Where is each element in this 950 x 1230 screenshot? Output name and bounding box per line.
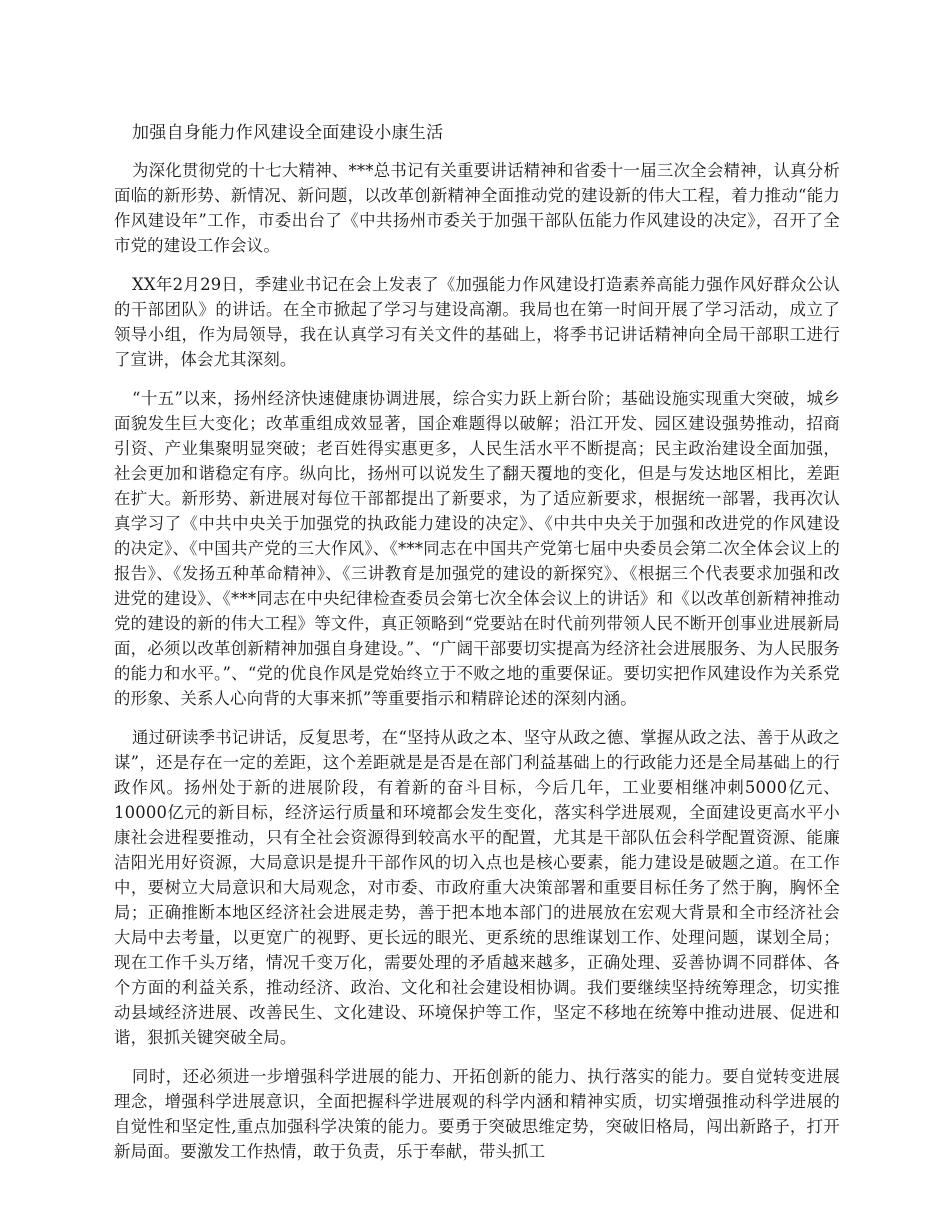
paragraph-4: 通过研读季书记讲话，反复思考，在“坚持从政之本、坚守从政之德、掌握从政之法、善于从政之谋”，还是存在一定的差距，这个差距就是是否是在部门利益基础上的行政能力还是全局基础上的行政作风。扬州处于新的进展阶段，有着新的奋斗目标，今后几年，工业要相继冲刺5000亿元、10000亿元的新目标，经济运行质量和环境都会发生变化，落实科学进展观，全面建设更高水平小康社会进程要推动，只有全社会资源得到较高水平的配置，尤其是干部队伍会科学配置资源、能廉洁阳光用好资源，大局意识是提升干部作风的切入点也是核心要素，能力建设是破题之道。在工作中，要树立大局意识和大局观念，对市委、市政府重大决策部署和重要目标任务了然于胸，胸怀全局；正确推断本地区经济社会进展走势，善于把本地本部门的进展放在宏观大背景和全市经济社会大局中去考量，以更宽广的视野、更长远的眼光、更系统的思维谋划工作、处理问题，谋划全局；现在工作千头万绪，情况千变万化，需要处理的矛盾越来越多，正确处理、妥善协调不同群体、各个方面的利益关系，推动经济、政治、文化和社会建设相协调。我们要继续坚持统筹理念，切实推动县域经济进展、改善民生、文化建设、环境保护等工作，坚定不移地在统筹中推动进展、促进和谐，狠抓关键突破全局。 (114, 728, 840, 1047)
paragraph-2: XX年2月29日，季建业书记在会上发表了《加强能力作风建设打造素养高能力强作风好群众公认的干部团队》的讲话。在全市掀起了学习与建设高潮。我局也在第一时间开展了学习活动，成立了领导小组，作为局领导，我在认真学习有关文件的基础上，将季书记讲话精神向全局干部职工进行了宣讲，体会尤其深刻。 (114, 275, 840, 369)
paragraph-5: 同时，还必须进一步增强科学进展的能力、开拓创新的能力、执行落实的能力。要自觉转变进展理念，增强科学进展意识，全面把握科学进展观的科学内涵和精神实质，切实增强推动科学进展的自觉性和坚定性,重点加强科学决策的能力。要勇于突破思维定势，突破旧格局，闯出新路子，打开新局面。要激发工作热情，敢于负责，乐于奉献，带头抓工 (114, 1067, 840, 1161)
document-title: 加强自身能力作风建设全面建设小康生活 (132, 123, 444, 143)
paragraph-3: “十五”以来，扬州经济快速健康协调进展，综合实力跃上新台阶；基础设施实现重大突破，城乡面貌发生巨大变化；改革重组成效显著，国企难题得以破解；沿江开发、园区建设强势推动，招商引资、产业集聚明显突破；老百姓得实惠更多，人民生活水平不断提高；民主政治建设全面加强，社会更加和谐稳定有序。纵向比，扬州可以说发生了翻天覆地的变化，但是与发达地区相比，差距在扩大。新形势、新进展对每位干部都提出了新要求，为了适应新要求，根据统一部署，我再次认真学习了《中共中央关于加强党的执政能力建设的决定》、《中共中央关于加强和改进党的作风建设的决定》、《中国共产党的三大作风》、《***同志在中国共产党第七届中央委员会第二次全体会议上的报告》、《发扬五种革命精神》、《三讲教育是加强党的建设的新探究》、《根据三个代表要求加强和改进党的建设》、《***同志在中央纪律检查委员会第七次全体会议上的讲话》和《以改革创新精神推动党的建设的新的伟大工程》等文件，真正领略到“党要站在时代前列带领人民不断开创事业进展新局面，必须以改革创新精神加强自身建设。”、“广阔干部要切实提高为经济社会进展服务、为人民服务的能力和水平。”、“党的优良作风是党始终立于不败之地的重要保证。要切实把作风建设作为关系党的形象、关系人心向背的大事来抓”等重要指示和精辟论述的深刻内涵。 (114, 389, 840, 708)
document-body (114, 120, 840, 1178)
paragraph-1: 为深化贯彻党的十七大精神、***总书记有关重要讲话精神和省委十一届三次全会精神，认真分析面临的新形势、新情况、新问题，以改革创新精神全面推动党的建设新的伟大工程，着力推动“能力作风建设年”工作，市委出台了《中共扬州市委关于加强干部队伍能力作风建设的决定》，召开了全市党的建设工作会议。 (114, 161, 840, 255)
